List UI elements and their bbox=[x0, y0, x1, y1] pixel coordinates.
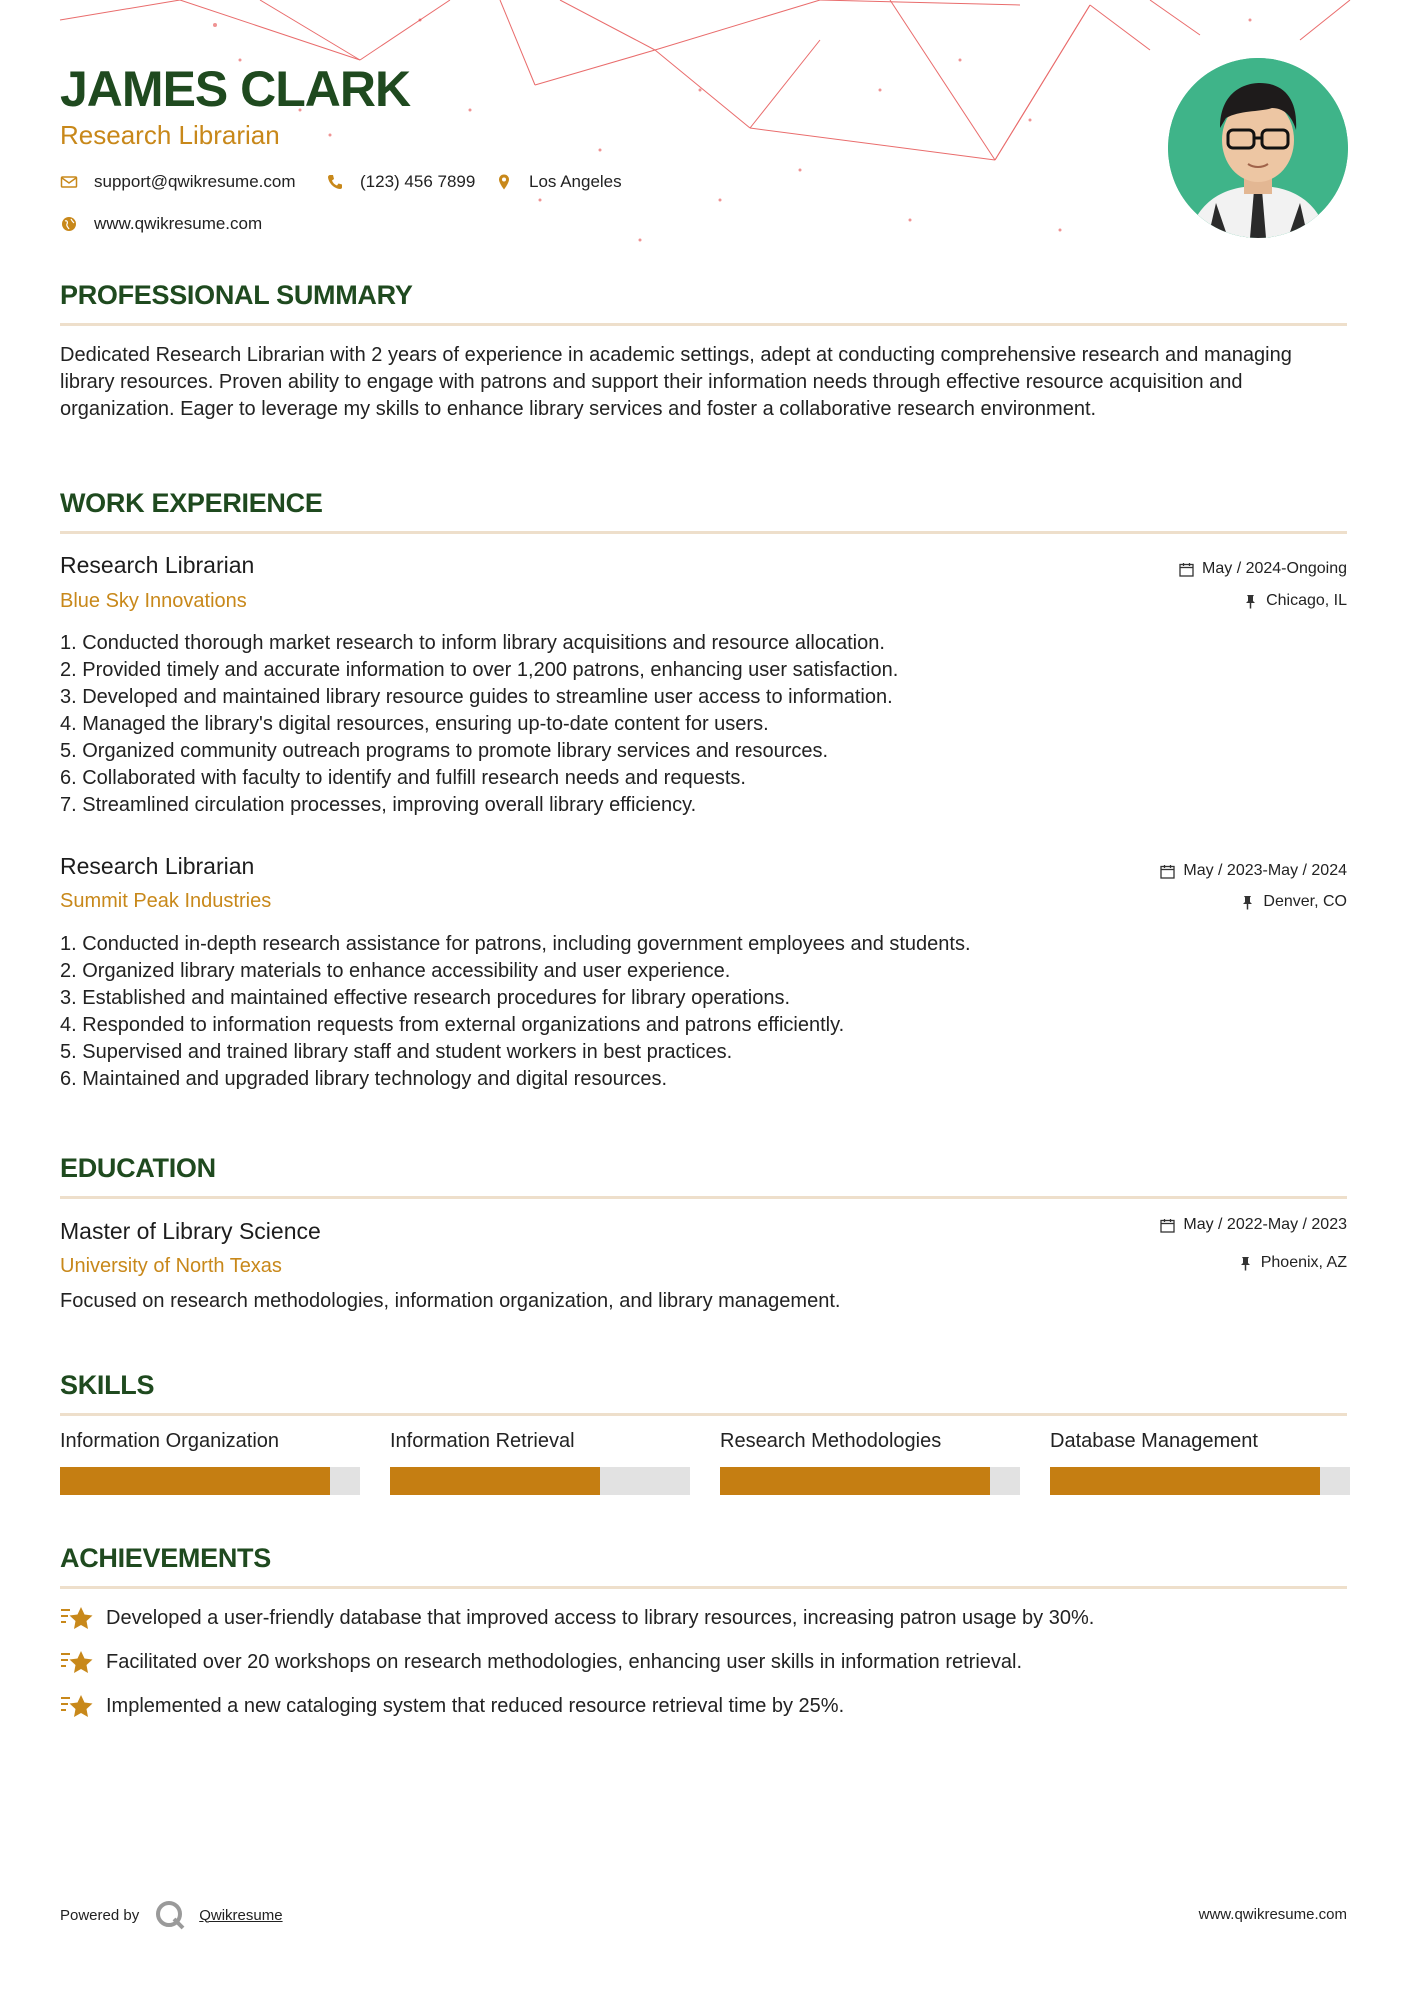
qwikresume-link[interactable]: Qwikresume bbox=[199, 1906, 283, 1924]
calendar-icon bbox=[1160, 864, 1175, 879]
job-location bbox=[1240, 893, 1347, 911]
job-dates bbox=[1179, 560, 1347, 578]
skill-label: Research Methodologies bbox=[720, 1430, 942, 1452]
school-name: University of North Texas bbox=[60, 1255, 282, 1277]
qwikresume-logo-icon bbox=[153, 1898, 187, 1932]
section-divider bbox=[60, 323, 1347, 326]
pushpin-icon bbox=[1243, 594, 1258, 609]
list-item: 4. Responded to information requests from external organizations and patrons efficiently. bbox=[60, 1014, 845, 1036]
section-divider bbox=[60, 1413, 1347, 1416]
achievement-item bbox=[60, 1648, 1022, 1676]
experience-section bbox=[60, 488, 1347, 534]
skill-bar-fill bbox=[1050, 1467, 1320, 1495]
phone-icon bbox=[326, 173, 344, 191]
candidate-name: JAMES CLARK bbox=[60, 61, 411, 117]
candidate-title: Research Librarian bbox=[60, 120, 280, 150]
job-location-text: Chicago, IL bbox=[1266, 592, 1347, 609]
experience-heading: WORK EXPERIENCE bbox=[60, 488, 323, 518]
skill-label: Information Retrieval bbox=[390, 1430, 575, 1452]
job-company: Summit Peak Industries bbox=[60, 890, 272, 912]
list-item: 6. Maintained and upgraded library technology and digital resources. bbox=[60, 1068, 668, 1090]
section-divider bbox=[60, 1196, 1347, 1199]
pushpin-icon bbox=[1238, 1256, 1253, 1271]
skill-bar-fill bbox=[720, 1467, 990, 1495]
job-title: Research Librarian bbox=[60, 552, 255, 578]
list-item: 4. Managed the library's digital resources, ensuring up-to-date content for users. bbox=[60, 713, 769, 735]
list-item: 6. Collaborated with faculty to identify and fulfill research needs and requests. bbox=[60, 767, 746, 789]
skill-bar-fill bbox=[60, 1467, 330, 1495]
list-item: 5. Organized community outreach programs to promote library services and resources. bbox=[60, 740, 829, 762]
list-item: 2. Provided timely and accurate information to over 1,200 patrons, enhancing user satisfaction. bbox=[60, 659, 899, 681]
job-dates-text: May / 2024-Ongoing bbox=[1202, 560, 1347, 577]
summary-section bbox=[60, 280, 1347, 326]
job-company: Blue Sky Innovations bbox=[60, 590, 247, 612]
footer-powered-by bbox=[60, 1898, 283, 1932]
achievement-item bbox=[60, 1692, 844, 1720]
education-description: Focused on research methodologies, information organization, and library management. bbox=[60, 1290, 841, 1312]
summary-heading: PROFESSIONAL SUMMARY bbox=[60, 280, 413, 310]
envelope-icon bbox=[60, 173, 78, 191]
job-dates bbox=[1160, 862, 1347, 880]
skills-heading: SKILLS bbox=[60, 1370, 155, 1400]
job-bullet-list bbox=[60, 931, 1347, 1093]
person-portrait-illustration bbox=[1168, 58, 1348, 238]
skill-item bbox=[1050, 1430, 1350, 1495]
profile-photo bbox=[1168, 58, 1348, 238]
phone-text: (123) 456 7899 bbox=[360, 172, 476, 191]
summary-text: Dedicated Research Librarian with 2 years of experience in academic settings, adept at conducting comprehensive research and managing library resources. Proven ability to engage with patrons and support their information needs through effective resource acquisition and organization. Eager to leverage my skills to enhance library services and foster a collaborative research environment. bbox=[60, 344, 1292, 420]
section-divider bbox=[60, 1586, 1347, 1589]
skill-bar-track bbox=[1050, 1467, 1350, 1495]
contact-phone[interactable] bbox=[326, 172, 475, 192]
contact-website[interactable] bbox=[60, 214, 262, 234]
list-item: 1. Conducted thorough market research to inform library acquisitions and resource allocation. bbox=[60, 632, 885, 654]
skill-bar-track bbox=[60, 1467, 360, 1495]
section-divider bbox=[60, 531, 1347, 534]
education-heading: EDUCATION bbox=[60, 1153, 216, 1183]
website-text: www.qwikresume.com bbox=[94, 214, 263, 233]
job-location-text: Denver, CO bbox=[1263, 893, 1347, 910]
location-text: Los Angeles bbox=[529, 172, 622, 191]
job-location bbox=[1243, 592, 1347, 610]
job-title: Research Librarian bbox=[60, 853, 255, 879]
achievement-text: Implemented a new cataloging system that reduced resource retrieval time by 25%. bbox=[106, 1694, 845, 1717]
list-item: 3. Established and maintained effective research procedures for library operations. bbox=[60, 987, 791, 1009]
education-section bbox=[60, 1153, 1347, 1199]
powered-by-label: Powered by bbox=[60, 1906, 140, 1924]
star-badge-icon bbox=[60, 1692, 94, 1720]
achievement-text: Developed a user-friendly database that improved access to library resources, increasing patron usage by 30%. bbox=[106, 1606, 1095, 1629]
skill-label: Database Management bbox=[1050, 1430, 1258, 1452]
footer-website-link[interactable]: www.qwikresume.com bbox=[1198, 1906, 1347, 1923]
list-item: 5. Supervised and trained library staff and student workers in best practices. bbox=[60, 1041, 733, 1063]
map-pin-icon bbox=[495, 173, 513, 191]
skill-item bbox=[390, 1430, 690, 1495]
skill-item bbox=[60, 1430, 360, 1495]
skill-bar-fill bbox=[390, 1467, 600, 1495]
skill-label: Information Organization bbox=[60, 1430, 280, 1452]
achievements-section bbox=[60, 1543, 1347, 1589]
list-item: 3. Developed and maintained library resource guides to streamline user access to information. bbox=[60, 686, 893, 708]
list-item: 7. Streamlined circulation processes, improving overall library efficiency. bbox=[60, 794, 697, 816]
skills-section bbox=[60, 1370, 1347, 1416]
skill-item bbox=[720, 1430, 1020, 1495]
education-location-text: Phoenix, AZ bbox=[1260, 1254, 1347, 1271]
list-item: 1. Conducted in-depth research assistance for patrons, including government employees and students. bbox=[60, 933, 971, 955]
achievement-text: Facilitated over 20 workshops on research methodologies, enhancing user skills in information retrieval. bbox=[106, 1650, 1023, 1673]
globe-icon bbox=[60, 215, 78, 233]
skill-bar-track bbox=[390, 1467, 690, 1495]
achievements-heading: ACHIEVEMENTS bbox=[60, 1543, 271, 1573]
calendar-icon bbox=[1160, 1218, 1175, 1233]
skill-bar-track bbox=[720, 1467, 1020, 1495]
education-location bbox=[1238, 1254, 1347, 1272]
star-badge-icon bbox=[60, 1648, 94, 1676]
list-item: 2. Organized library materials to enhance accessibility and user experience. bbox=[60, 960, 731, 982]
star-badge-icon bbox=[60, 1604, 94, 1632]
degree-title: Master of Library Science bbox=[60, 1218, 321, 1244]
achievement-item bbox=[60, 1604, 1094, 1632]
contact-email[interactable] bbox=[60, 172, 296, 192]
job-dates-text: May / 2023-May / 2024 bbox=[1183, 862, 1347, 879]
contact-location bbox=[495, 172, 622, 192]
pushpin-icon bbox=[1240, 895, 1255, 910]
job-bullet-list bbox=[60, 630, 1347, 819]
calendar-icon bbox=[1179, 562, 1194, 577]
education-dates bbox=[1160, 1216, 1347, 1234]
email-text: support@qwikresume.com bbox=[94, 172, 296, 191]
education-dates-text: May / 2022-May / 2023 bbox=[1183, 1216, 1347, 1233]
